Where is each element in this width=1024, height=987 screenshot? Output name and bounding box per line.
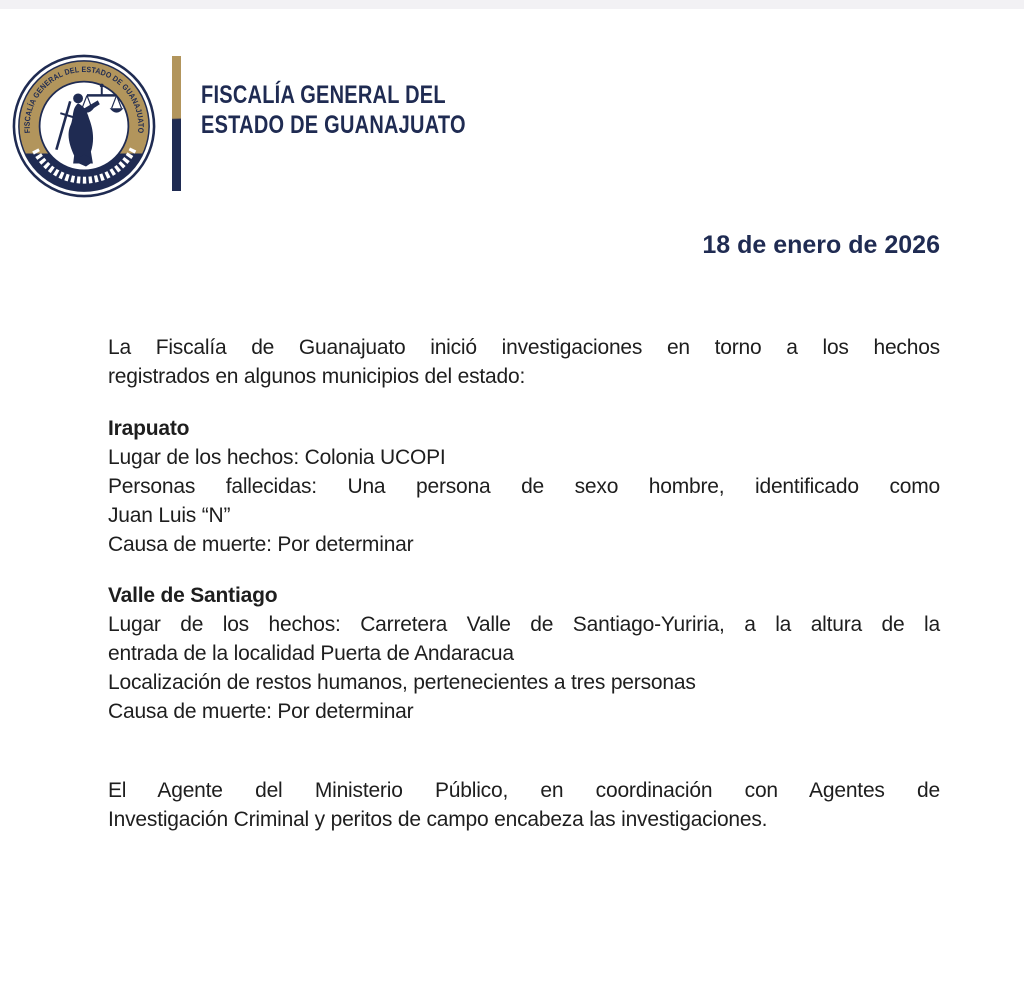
intro-paragraph xyxy=(108,333,940,391)
section-line: Lugar de los hechos: Carretera Valle de Santiago-Yuriria, a la altura de la xyxy=(108,613,940,636)
section-line: Causa de muerte: Por determinar xyxy=(108,700,414,723)
section-valle-de-santiago xyxy=(108,581,940,726)
intro-line: La Fiscalía de Guanajuato inició investigaciones en torno a los hechos xyxy=(108,336,940,359)
closing-line: El Agente del Ministerio Público, en coordinación con Agentes de xyxy=(108,779,940,802)
section-line: Causa de muerte: Por determinar xyxy=(108,533,414,556)
letterhead xyxy=(0,9,1024,200)
logo-divider-bar xyxy=(172,56,181,191)
document-body xyxy=(108,333,940,834)
section-title: Valle de Santiago xyxy=(108,584,278,607)
closing-line: Investigación Criminal y peritos de campo encabeza las investigaciones. xyxy=(108,808,768,831)
org-name xyxy=(201,80,466,140)
section-line: Localización de restos humanos, pertenecientes a tres personas xyxy=(108,671,696,694)
section-line: Lugar de los hechos: Colonia UCOPI xyxy=(108,446,446,469)
document-date: 18 de enero de 2026 xyxy=(702,231,940,259)
section-line: entrada de la localidad Puerta de Andaracua xyxy=(108,642,514,665)
seal-curved-text: FISCALÍA GENERAL DEL ESTADO DE GUANAJUATO xyxy=(22,64,146,135)
section-irapuato xyxy=(108,414,940,559)
section-title: Irapuato xyxy=(108,417,190,440)
section-line: Juan Luis “N” xyxy=(108,504,231,527)
fiscalia-seal-logo xyxy=(10,52,158,200)
intro-line: registrados en algunos municipios del estado: xyxy=(108,365,526,388)
org-name-line1: FISCALÍA GENERAL DEL xyxy=(201,81,446,109)
seal-svg xyxy=(10,52,158,200)
closing-paragraph xyxy=(108,776,940,834)
page-top-strip xyxy=(0,0,1024,9)
org-name-line2: ESTADO DE GUANAJUATO xyxy=(201,111,466,139)
section-line: Personas fallecidas: Una persona de sexo hombre, identificado como xyxy=(108,475,940,498)
